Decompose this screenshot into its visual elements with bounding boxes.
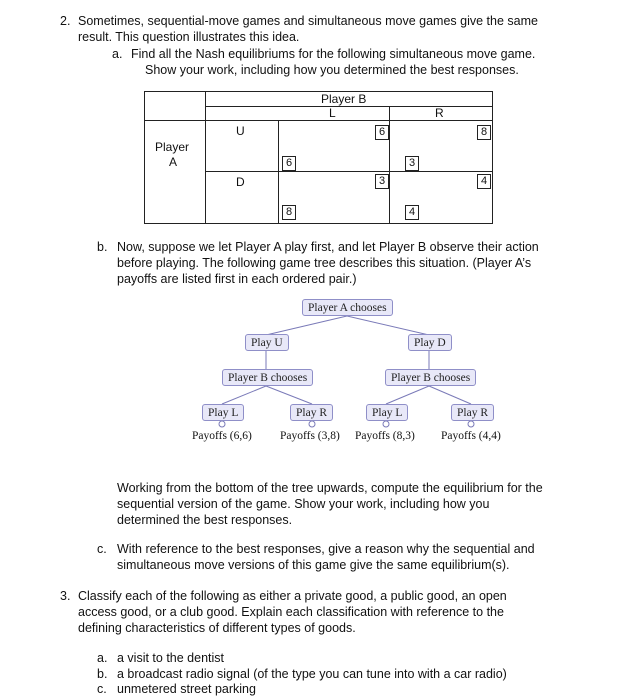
working-line-1: Working from the bottom of the tree upwards, compute the equilibrium for the: [117, 481, 543, 495]
q2-number: 2.: [60, 14, 71, 28]
edge-b-left-to-play-r: [266, 386, 312, 404]
tree-node-player-a-chooses: Player A chooses: [302, 299, 393, 316]
q3-line-1: Classify each of the following as either a private good, a public good, an open: [78, 589, 507, 603]
q2b-line-3: payoffs are listed first in each ordered pair.): [117, 272, 357, 286]
tree-payoff-2: Payoffs (3,8): [280, 430, 340, 442]
q3-item-c-marker: c.: [97, 682, 107, 696]
column-l-label: L: [329, 106, 336, 120]
row-u-label: U: [236, 124, 245, 138]
q3-line-2: access good, or a club good. Explain each classification with reference to the: [78, 605, 504, 619]
edge-b-left-to-play-l: [222, 386, 266, 404]
q3-number: 3.: [60, 589, 71, 603]
tree-leaf-play-l-2: Play L: [366, 404, 408, 421]
payoff-ul-player-b: 6: [375, 125, 389, 140]
tree-node-player-b-chooses-right: Player B chooses: [385, 369, 476, 386]
column-r-label: R: [435, 106, 444, 120]
q2b-line-1: Now, suppose we let Player A play first, and let Player B observe their action: [117, 240, 539, 254]
q2a-marker: a.: [112, 47, 123, 61]
q3-item-b-marker: b.: [97, 667, 108, 681]
edge-root-to-play-u: [266, 316, 347, 335]
working-line-2: sequential version of the game. Show your work, including how you: [117, 497, 490, 511]
edge-b-right-to-play-l: [386, 386, 429, 404]
payoff-ul-player-a: 6: [282, 156, 296, 171]
tree-leaf-play-r-2: Play R: [451, 404, 494, 421]
q2-line-1: Sometimes, sequential-move games and simultaneous move games give the same: [78, 14, 538, 28]
grid-line: [205, 92, 206, 223]
q3-item-a-marker: a.: [97, 651, 108, 665]
q3-item-c-text: unmetered street parking: [117, 682, 256, 696]
payoff-matrix: [144, 91, 493, 224]
player-a-label-line1: Player: [155, 140, 190, 154]
q2c-marker: c.: [97, 542, 107, 556]
q2-line-2: result. This question illustrates this idea.: [78, 30, 300, 44]
payoff-ur-player-a: 3: [405, 156, 419, 171]
payoff-dr-player-a: 4: [405, 205, 419, 220]
q2b-line-2: before playing. The following game tree describes this situation. (Player A’s: [117, 256, 532, 270]
player-a-label-line2: A: [169, 155, 178, 169]
q2c-line-1: With reference to the best responses, give a reason why the sequential and: [117, 542, 535, 556]
grid-line: [145, 120, 492, 121]
grid-line: [278, 120, 279, 223]
edge-b-right-to-play-r: [429, 386, 471, 404]
grid-line: [205, 106, 492, 107]
payoff-ur-player-b: 8: [477, 125, 491, 140]
player-b-label: Player B: [321, 92, 367, 106]
payoff-dr-player-b: 4: [477, 174, 491, 189]
q2a-line-1: Find all the Nash equilibriums for the following simultaneous move game.: [131, 47, 536, 61]
grid-line: [205, 171, 492, 172]
tree-payoff-4: Payoffs (4,4): [441, 430, 501, 442]
q2b-marker: b.: [97, 240, 108, 254]
edge-root-to-play-d: [347, 316, 429, 335]
grid-line: [389, 106, 390, 223]
tree-payoff-3: Payoffs (8,3): [355, 430, 415, 442]
tree-leaf-play-l-1: Play L: [202, 404, 244, 421]
q2c-line-2: simultaneous move versions of this game give the same equilibrium(s).: [117, 558, 510, 572]
tree-leaf-play-r-1: Play R: [290, 404, 333, 421]
q3-item-b-text: a broadcast radio signal (of the type you can tune into with a car radio): [117, 667, 507, 681]
q2a-line-2: Show your work, including how you determined the best responses.: [145, 63, 519, 77]
q3-item-a-text: a visit to the dentist: [117, 651, 225, 665]
row-d-label: D: [236, 175, 245, 189]
payoff-dl-player-b: 3: [375, 174, 389, 189]
tree-node-play-u: Play U: [245, 334, 289, 351]
q3-line-3: defining characteristics of different types of goods.: [78, 621, 356, 635]
tree-node-play-d: Play D: [408, 334, 452, 351]
tree-payoff-1: Payoffs (6,6): [192, 430, 252, 442]
working-line-3: determined the best responses.: [117, 513, 293, 527]
payoff-dl-player-a: 8: [282, 205, 296, 220]
tree-node-player-b-chooses-left: Player B chooses: [222, 369, 313, 386]
